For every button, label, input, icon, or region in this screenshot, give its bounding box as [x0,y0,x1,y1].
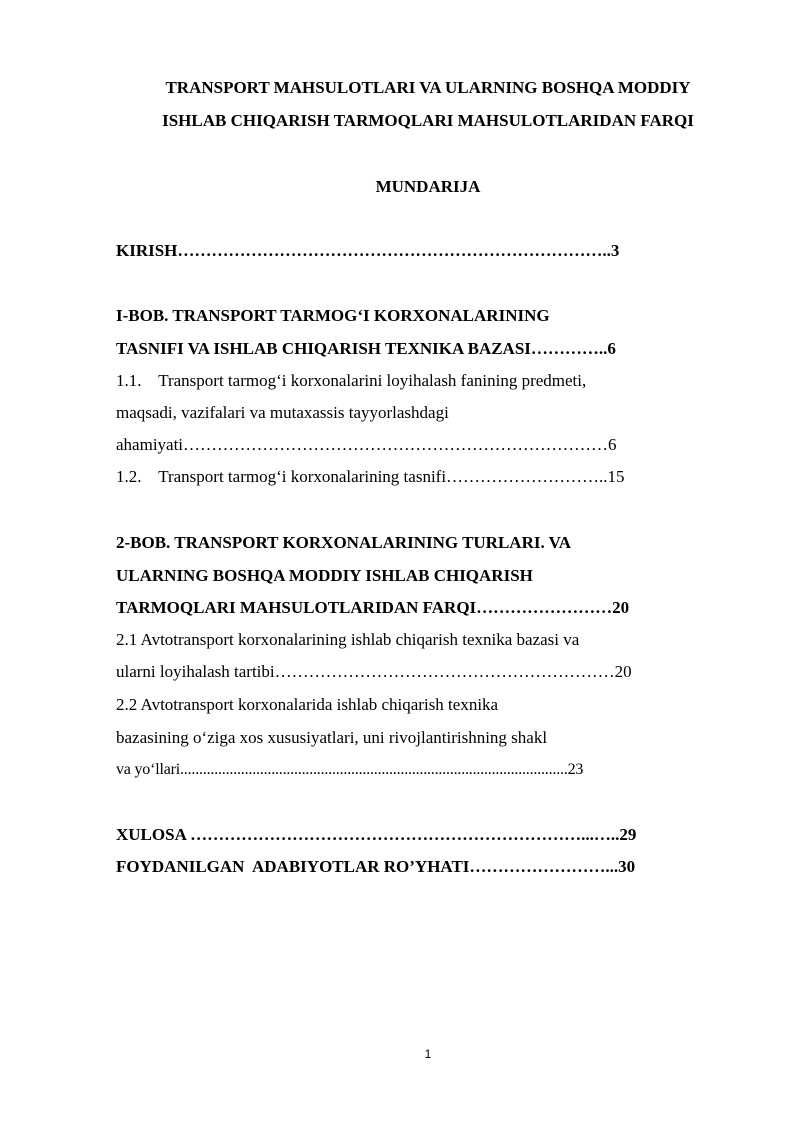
toc-section-1-1-line-1: 1.1. Transport tarmog‘i korxonalarini loyihalash fanining predmeti, [116,371,587,390]
toc-section-2-2-line-1: 2.2 Avtotransport korxonalarida ishlab chiqarish texnika [116,695,499,714]
toc-chapter-2-line-1: 2-BOB. TRANSPORT KORXONALARINING TURLARI. VA [116,533,572,552]
toc-chapter-2-line-2: ULARNING BOSHQA MODDIY ISHLAB CHIQARISH [116,566,533,585]
toc-chapter-1-line-2: TASNIFI VA ISHLAB CHIQARISH TEXNIKA BAZASI…………..6 [116,339,616,358]
contents-heading: MUNDARIJA [375,177,481,196]
toc-section-1-1-line-2: maqsadi, vazifalari va mutaxassis tayyorlashdagi [116,403,449,422]
toc-chapter-1-line-1: I-BOB. TRANSPORT TARMOG‘I KORXONALARINING [116,306,550,325]
toc-section-1-2: 1.2. Transport tarmog‘i korxonalarining tasnifi………………………..15 [116,467,625,486]
toc-section-2-1-line-2: ularni loyihalash tartibi……………………………………………………20 [116,662,632,681]
toc-entry-intro: KIRISH…………………………………………………………………..3 [116,241,620,260]
toc-section-2-2-line-3: va yo‘llari......................................................................................................23 [116,761,584,778]
page-number: 1 [424,1047,432,1061]
toc-section-2-2-line-2: bazasining o‘ziga xos xususiyatlari, uni rivojlantirishning shakl [116,728,548,747]
toc-entry-references: FOYDANILGAN ADABIYOTLAR RO’YHATI……………………...30 [116,857,636,876]
toc-section-2-1-line-1: 2.1 Avtotransport korxonalarining ishlab chiqarish texnika bazasi va [116,630,580,649]
document-title-line-2: ISHLAB CHIQARISH TARMOQLARI MAHSULOTLARIDAN FARQI [162,111,694,130]
toc-chapter-2-line-3: TARMOQLARI MAHSULOTLARIDAN FARQI……………………20 [116,598,630,617]
document-title-line-1: TRANSPORT MAHSULOTLARI VA ULARNING BOSHQA MODDIY [165,78,691,97]
toc-section-1-1-line-3: ahamiyati…………………………………………………………………6 [116,435,617,454]
toc-entry-conclusion: XULOSA ……………………………………………………………...…..29 [116,825,637,844]
